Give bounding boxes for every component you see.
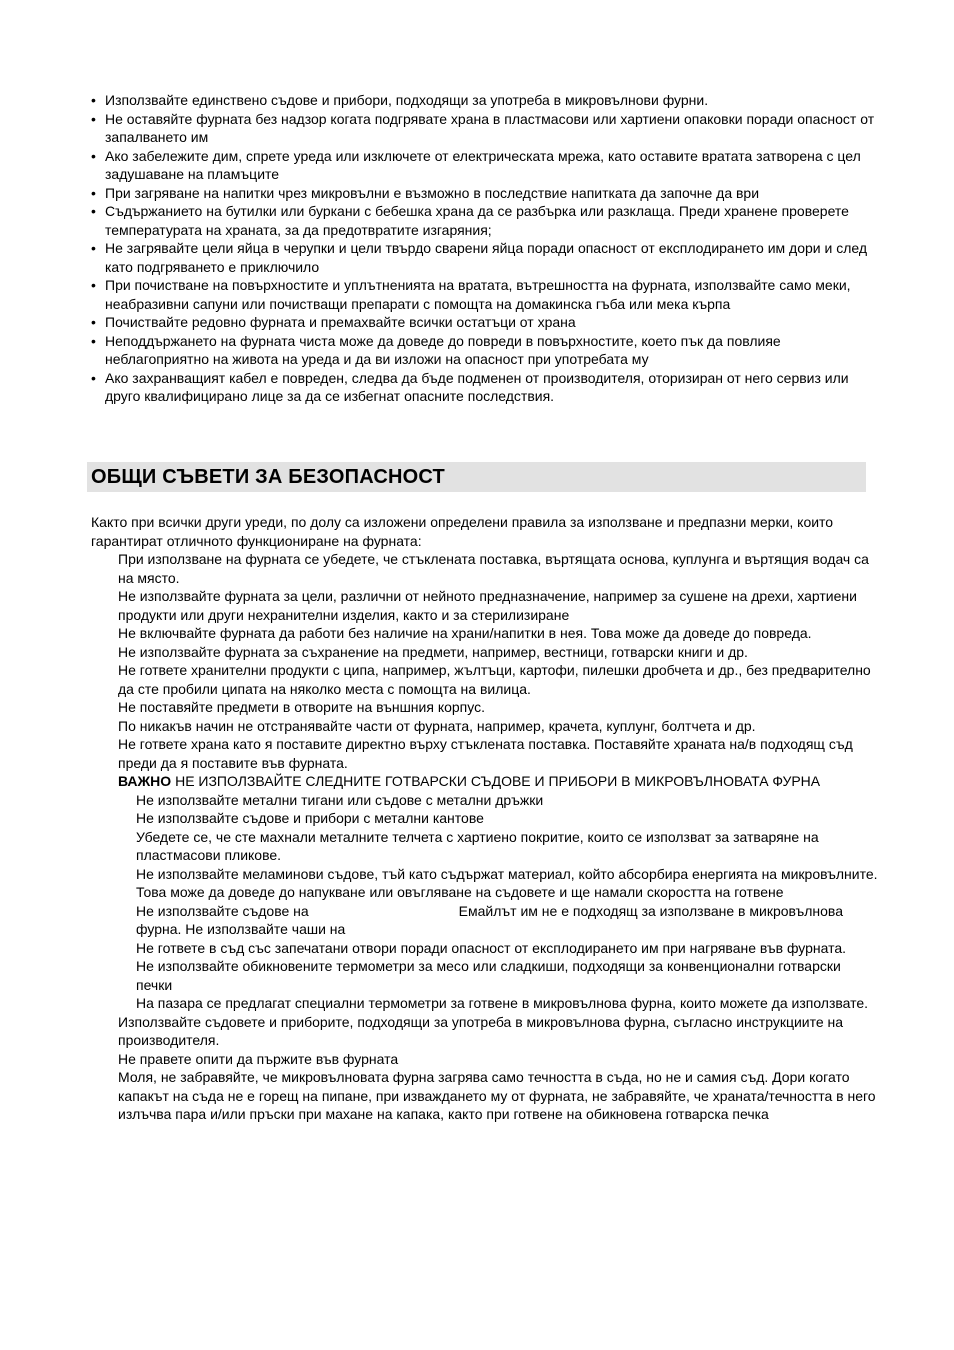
important-items	[136, 791, 878, 1013]
important-item: Не използвайте обикновените термометри за месо или сладкиши, подходящи за конвенционални готварски печки	[136, 958, 841, 993]
important-item: Не използвайте меламинови съдове, тъй като съдържат материал, който абсорбира енергията на микровълните. Това може да доведе до напукване или овъгляване на съдовете и ще намали скоростта на готвене	[136, 865, 878, 900]
important-item-enamel	[136, 902, 878, 939]
enamel-text-start: Не използвайте съдове на	[136, 902, 309, 919]
closing-item: Използвайте съдовете и приборите, подходящи за употреба в микровълнова фурна, съгласно инструкциите на производителя.	[118, 1013, 844, 1048]
list-item: • Почиствайте редовно фурната и премахвайте всички остатъци от храна	[91, 313, 881, 332]
rule-item: По никакъв начин не отстранявайте части от фурната, например, крачета, куплунг, болтчета и др.	[118, 717, 756, 734]
rule-item: При използване на фурната се убедете, че стъклената поставка, въртящата основа, куплунга и въртящия водач са на място.	[118, 551, 869, 586]
important-item: Не използвайте метални тигани или съдове с метални дръжки	[136, 791, 544, 808]
rule-item: Не поставяйте предмети в отворите на външния корпус.	[118, 699, 485, 715]
important-item: Не гответе в съд със запечатани отвори поради опасност от експлодирането им при нагряване във фурната.	[136, 939, 847, 956]
list-item: • При загряване на напитки чрез микровълни е възможно в последствие напитката да започне да ври	[91, 184, 881, 203]
list-item: • Съдържанието на бутилки или буркани с бебешка храна да се разбърка или разклаща. Преди хранене проверете температурата на храната, за да предотвратите изгаряния;	[91, 202, 881, 239]
list-item: • Използвайте единствено съдове и прибори, подходящи за употреба в микровълнови фурни.	[91, 91, 881, 110]
rule-item: Не включвайте фурната да работи без наличие на храни/напитки в нея. Това може да доведе до повреда.	[118, 625, 812, 641]
rule-item: Не гответе храна като я поставите директно върху стъклената поставка. Поставяйте храната на/в подходящ съд преди да я поставите във фурната.	[118, 736, 853, 771]
section-intro: Както при всички други уреди, по долу са изложени определени правила за използване и предпазни мерки, които гарантират отличното функциониране на фурната:	[91, 514, 834, 549]
important-item: На пазара се предлагат специални термометри за готвене в микровълнова фурна, които можете да използвате.	[136, 995, 869, 1011]
section-heading-bar	[87, 462, 866, 492]
list-item: • Не загрявайте цели яйца в черупки и цели твърдо сварени яйца поради опасност от експлодирането им дори и след като подгряването е приключило	[91, 239, 881, 276]
rule-item: Не използвайте фурната за съхранение на предмети, например, вестници, готварски книги и др.	[118, 643, 748, 660]
section-heading: ОБЩИ СЪВЕТИ ЗА БЕЗОПАСНОСТ	[91, 466, 445, 488]
important-item: Убедете се, че сте махнали металните телчета с хартиено покритие, които се използват за затваряне на пластмасови пликове.	[136, 828, 819, 863]
list-item: • Ако забележите дим, спрете уреда или изключете от електрическата мрежа, като оставите вратата затворена с цел задушаване на пламъците	[91, 147, 881, 184]
important-notice	[118, 772, 878, 791]
closing-item: Моля, не забравяйте, че микровълновата фурна загрява само течността в съда, но не и самия съд. Дори когато капакът на съда не е горещ на пипане, при изваждането му от фурната, не забравяйте, че храната/течността в него излъчва пара и/или пръски при махане на капака, както при готвене на обикновена готварска печка	[118, 1069, 876, 1122]
list-item: • Неподдържането на фурната чиста може да доведе до повреди в повърхностите, което пък да повлияе неблагоприятно на живота на уреда и да ви изложи на опасност при употребата му	[91, 332, 881, 369]
list-item: • При почистване на повърхностите и уплътненията на вратата, вътрешността на фурната, използвайте само меки, неабразивни сапуни или почистващи препарати с помощта на домакинска гъба или мека кърпа	[91, 276, 881, 313]
rule-item: Не гответе хранителни продукти с ципа, например, жълтъци, картофи, пилешки дробчета и др., без предварително да сте пробили ципата на няколко места с помощта на вилица.	[118, 662, 871, 697]
important-label: ВАЖНО	[118, 773, 172, 789]
safety-rules	[118, 550, 878, 1124]
precautions-list	[91, 91, 881, 406]
list-item: • Не оставяйте фурната без надзор когата подгрявате храна в пластмасови или хартиени опаковки поради опасност от запалването им	[91, 110, 881, 147]
important-text: НЕ ИЗПОЛЗВАЙТЕ СЛЕДНИТЕ ГОТВАРСКИ СЪДОВЕ И ПРИБОРИ В МИКРОВЪЛНОВАТА ФУРНА	[171, 773, 821, 789]
rule-item: Не използвайте фурната за цели, различни от нейното предназначение, например за сушене на дрехи, хартиени продукти или други нехранителни изделия, както и за стерилизиране	[118, 588, 857, 623]
closing-item: Не правете опити да пържите във фурната	[118, 1050, 399, 1067]
important-item: Не използвайте съдове и прибори с метални кантове	[136, 810, 484, 826]
enamel-text-end: Емайлът им не е подходящ за използване в микровълнова фурна. Не използвайте чаши на	[136, 902, 843, 937]
list-item: • Ако захранващият кабел е повреден, следва да бъде подменен от производителя, оторизиран от него сервиз или друго квалифицирано лице за да се избегнат опасните последствия.	[91, 369, 881, 406]
closing-rules	[118, 1013, 878, 1124]
